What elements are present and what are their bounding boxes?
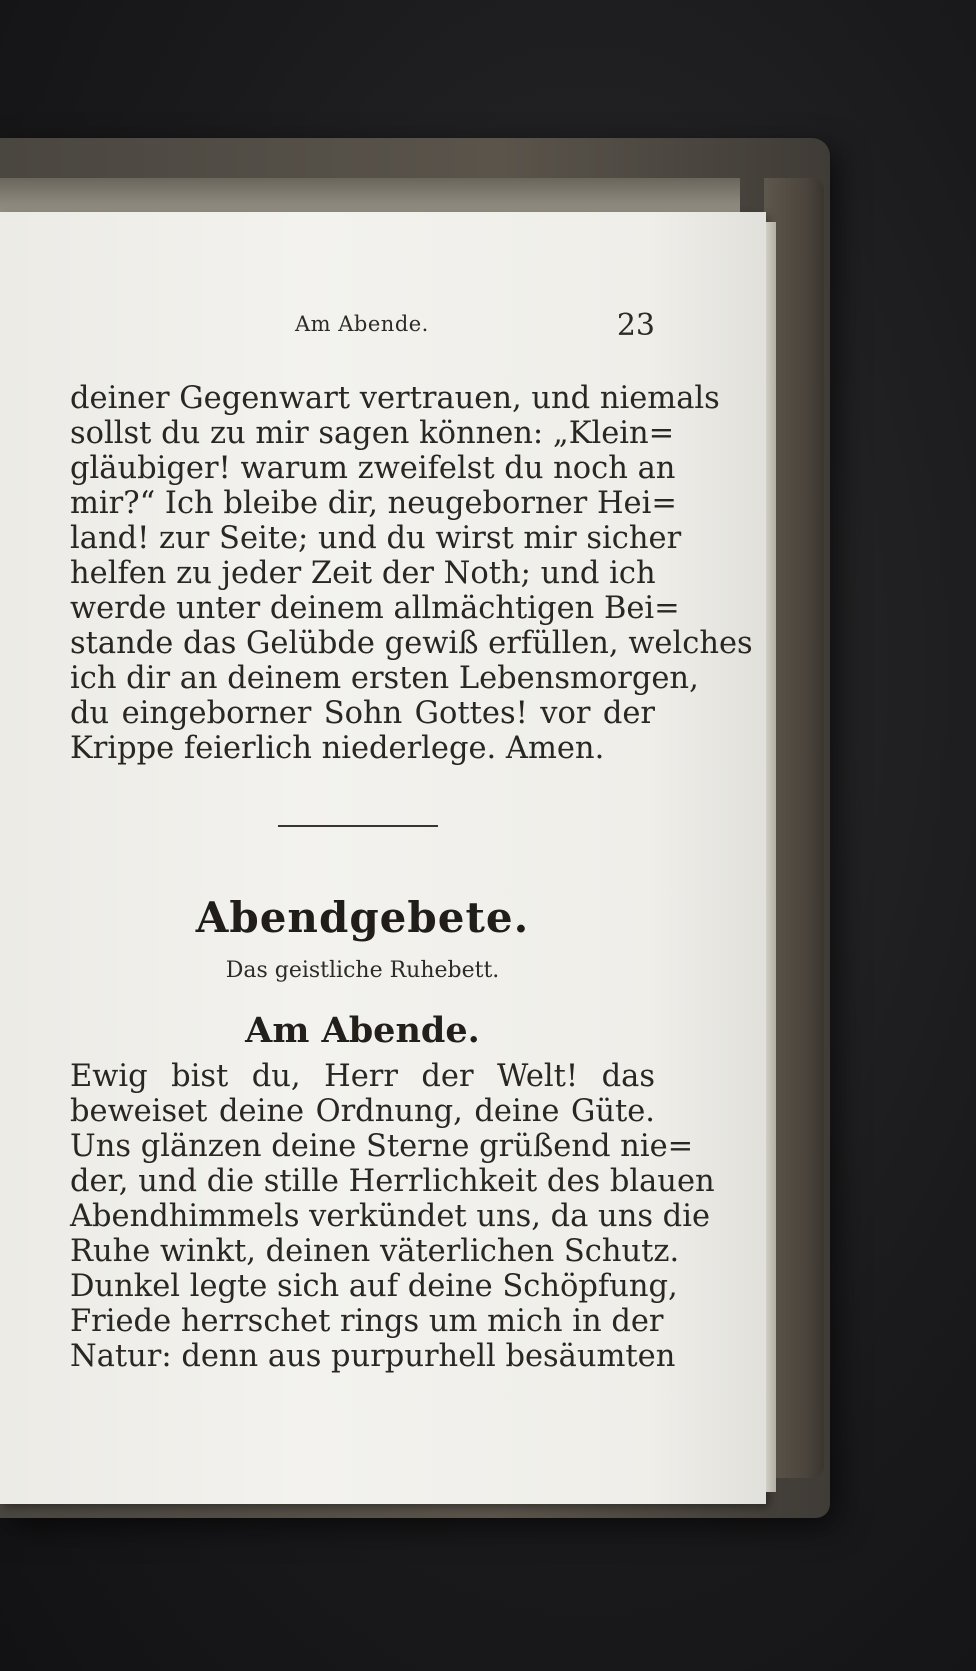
text-line: Abendhimmels verkündet uns, da uns die xyxy=(70,1199,711,1234)
text-line: werde unter deinem allmächtigen Bei= xyxy=(70,591,680,626)
text-line: Friede herrschet rings um mich in der xyxy=(70,1304,664,1339)
text-line: helfen zu jeder Zeit der Noth; und ich xyxy=(70,556,656,591)
text-line: Dunkel legte sich auf deine Schöpfung, xyxy=(70,1269,678,1304)
text-line: Ruhe winkt, deinen väterlichen Schutz. xyxy=(70,1234,680,1269)
text-line: sollst du zu mir sagen können: „Klein= xyxy=(70,416,675,451)
text-line: stande das Gelübde gewiß erfüllen, welches xyxy=(70,626,753,661)
section-title: Abendgebete. xyxy=(195,893,530,942)
text-line: Ewig bist du, Herr der Welt! das xyxy=(70,1059,655,1094)
text-line: land! zur Seite; und du wirst mir sicher xyxy=(70,521,682,556)
section-divider xyxy=(278,825,438,827)
page-header xyxy=(70,308,655,352)
text-line: deiner Gegenwart vertrauen, und niemals xyxy=(70,381,720,416)
text-line: ich dir an deinem ersten Lebensmorgen, xyxy=(70,661,699,696)
text-line: gläubiger! warum zweifelst du noch an xyxy=(70,451,676,486)
text-line: der, und die stille Herrlichkeit des blauen xyxy=(70,1164,715,1199)
text-line: du eingeborner Sohn Gottes! vor der xyxy=(70,696,655,731)
text-line: mir?“ Ich bleibe dir, neugeborner Hei= xyxy=(70,486,677,521)
text-line: Krippe feierlich niederlege. Amen. xyxy=(70,731,605,766)
text-line: beweiset deine Ordnung, deine Güte. xyxy=(70,1094,655,1129)
section-subtitle: Das geistliche Ruhebett. xyxy=(225,958,500,983)
section-heading: Am Abende. xyxy=(245,1010,480,1051)
text-line: Natur: denn aus purpurhell besäumten xyxy=(70,1339,676,1374)
page-number: 23 xyxy=(616,308,655,343)
text-line: Uns glänzen deine Sterne grüßend nie= xyxy=(70,1129,694,1164)
running-head: Am Abende. xyxy=(295,312,429,336)
